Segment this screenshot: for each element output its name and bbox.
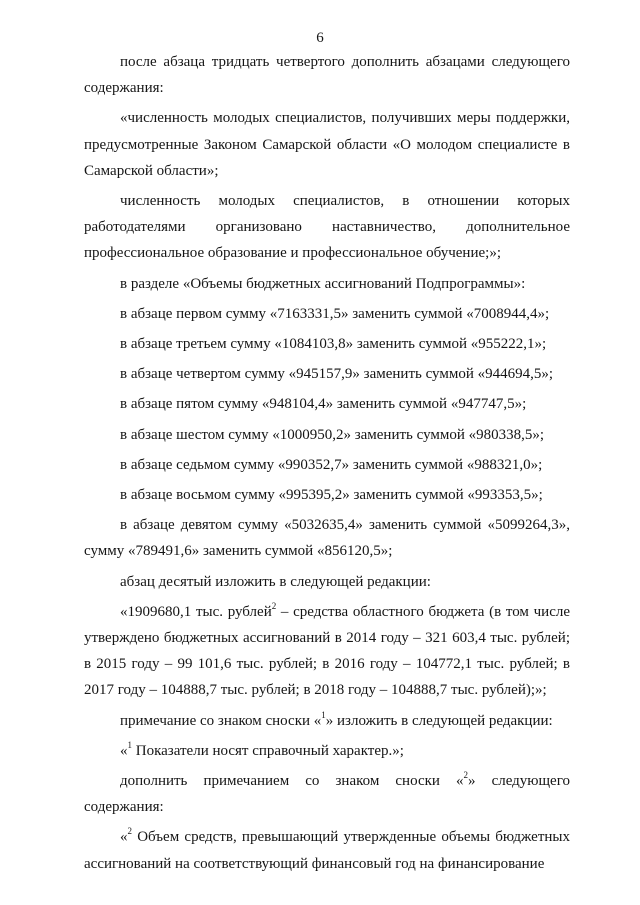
paragraph	[84, 512, 570, 564]
paragraph	[84, 569, 570, 595]
paragraph-text: дополнить примечанием со знаком сноски «	[120, 773, 464, 790]
paragraph	[84, 49, 570, 101]
paragraph-text: абзац десятый изложить в следующей редакции:	[120, 573, 431, 590]
paragraph-text: в абзаце восьмом сумму «995395,2» заменить суммой «993353,5»;	[120, 487, 543, 504]
paragraph	[84, 361, 570, 387]
paragraph-text: в абзаце пятом сумму «948104,4» заменить суммой «947747,5»;	[120, 396, 527, 413]
paragraph	[84, 768, 570, 820]
paragraph-text: » изложить в следующей редакции:	[325, 712, 553, 729]
paragraph	[84, 391, 570, 417]
paragraph-text: в абзаце четвертом сумму «945157,9» заменить суммой «944694,5»;	[120, 366, 554, 383]
paragraph	[84, 301, 570, 327]
paragraph-text: Объем средств, превышающий утвержденные объемы бюджетных ассигнований на соответствующий финансовый год на финансирование	[84, 829, 570, 872]
paragraph	[84, 271, 570, 297]
paragraph-text: примечание со знаком сноски «	[120, 712, 322, 729]
paragraph-text: «	[120, 742, 128, 759]
paragraph-text: в абзаце седьмом сумму «990352,7» заменить суммой «988321,0»;	[120, 456, 543, 473]
footnote-mark: 2	[271, 600, 277, 611]
paragraph	[84, 188, 570, 267]
paragraph-text: в абзаце шестом сумму «1000950,2» заменить суммой «980338,5»;	[120, 426, 545, 443]
document-body	[84, 49, 570, 877]
paragraph-text: в абзаце первом сумму «7163331,5» заменить суммой «7008944,4»;	[120, 305, 550, 322]
paragraph	[84, 105, 570, 184]
paragraph-text: «численность молодых специалистов, получивших меры поддержки, предусмотренные Законом Самарской области «О молодом специалисте в Самарской области»;	[84, 110, 570, 179]
paragraph-text: – средства областного бюджета (в том числе утверждено бюджетных ассигнований в 2014 году – 321 603,4 тыс. рублей; в 2015 году – 99 101,6 тыс. рублей; в 2016 году – 104772,1 тыс. рублей; в 2017 году – 104888,7 тыс. рублей; в 2018 году – 104888,7 тыс. рублей);»;	[84, 603, 570, 699]
paragraph	[84, 738, 570, 764]
footnote-mark: 2	[127, 826, 132, 837]
paragraph	[84, 708, 570, 734]
paragraph-text: после абзаца тридцать четвертого дополнить абзацами следующего содержания:	[84, 54, 570, 97]
paragraph	[84, 331, 570, 357]
paragraph	[84, 482, 570, 508]
footnote-mark: 1	[127, 739, 132, 750]
paragraph-text: » следующего содержания:	[84, 773, 570, 816]
paragraph-text: в абзаце девятом сумму «5032635,4» заменить суммой «5099264,3», сумму «789491,6» заменить суммой «856120,5»;	[84, 517, 570, 560]
paragraph-text: в разделе «Объемы бюджетных ассигнований Подпрограммы»:	[120, 275, 526, 292]
paragraph	[84, 422, 570, 448]
footnote-mark: 1	[321, 709, 326, 720]
paragraph	[84, 824, 570, 876]
paragraph-text: «	[120, 829, 128, 846]
paragraph-text: «1909680,1 тыс. рублей	[120, 603, 272, 620]
page-number: 6	[316, 30, 324, 46]
paragraph-text: Показатели носят справочный характер.»;	[132, 742, 404, 759]
paragraph	[84, 452, 570, 478]
footnote-mark: 2	[463, 770, 468, 781]
paragraph	[84, 599, 570, 704]
paragraph-text: численность молодых специалистов, в отношении которых работодателями организовано наставничество, дополнительное профессиональное образование и профессиональное обучение;»;	[84, 193, 570, 262]
paragraph-text: в абзаце третьем сумму «1084103,8» заменить суммой «955222,1»;	[120, 336, 547, 353]
